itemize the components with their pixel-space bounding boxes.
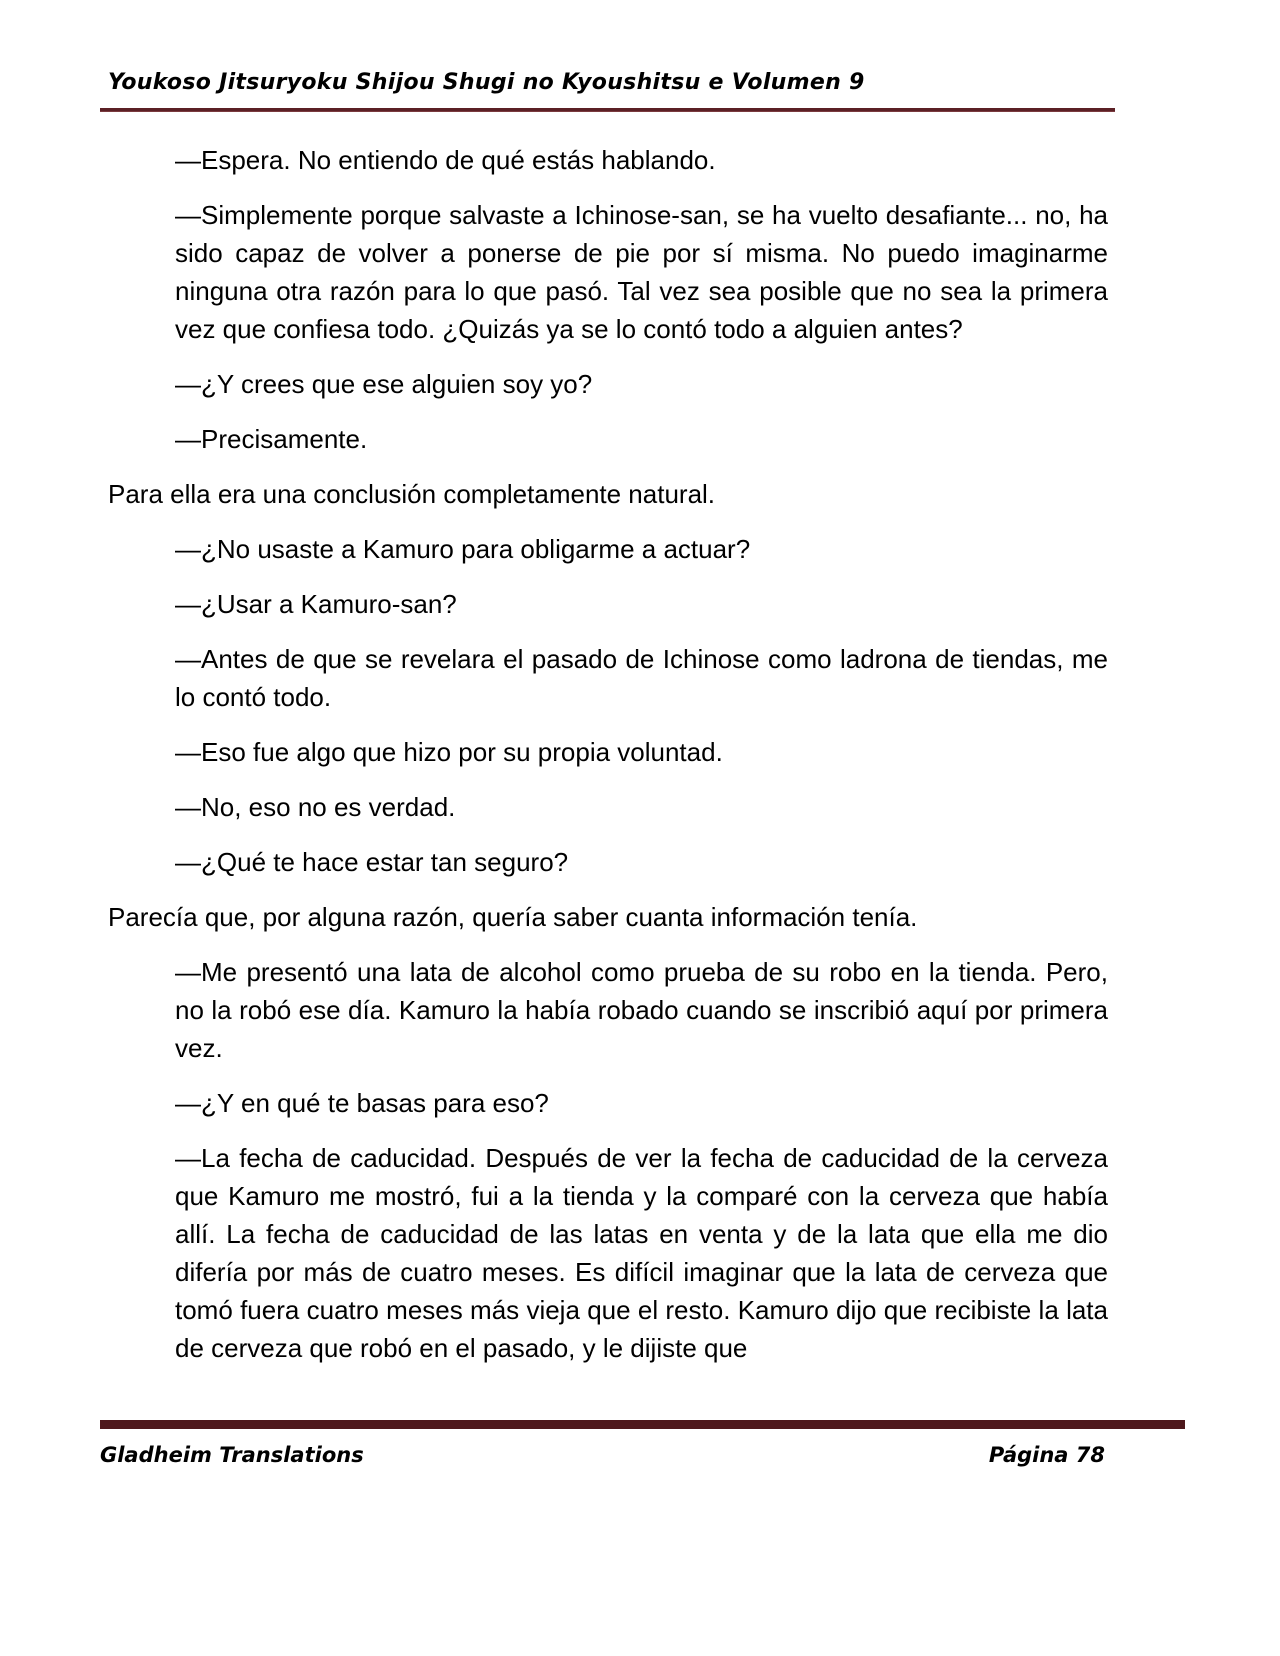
footer-text-row	[100, 1443, 1185, 1467]
page-header	[108, 70, 1168, 95]
paragraph: —Precisamente.	[175, 424, 368, 454]
paragraph: —¿Y crees que ese alguien soy yo?	[175, 369, 593, 399]
paragraph: —No, eso no es verdad.	[175, 792, 456, 822]
paragraph: —Espera. No entiendo de qué estás hablando.	[175, 145, 716, 175]
paragraph: —Simplemente porque salvaste a Ichinose-san, se ha vuelto desafiante... no, ha sido capaz de volver a ponerse de pie por sí misma. No puedo imaginarme ninguna otra razón para lo que pasó. Tal vez sea posible que no sea la primera vez que confiesa todo. ¿Quizás ya se lo contó todo a alguien antes?	[175, 200, 1108, 344]
paragraph: —Me presentó una lata de alcohol como prueba de su robo en la tienda. Pero, no la robó ese día. Kamuro la había robado cuando se inscribió aquí por primera vez.	[175, 957, 1108, 1063]
paragraph: —¿Y en qué te basas para eso?	[175, 1088, 549, 1118]
footer-translator-credit: Gladheim Translations	[100, 1443, 364, 1467]
header-divider	[100, 108, 1115, 112]
paragraph: —¿Usar a Kamuro-san?	[175, 589, 457, 619]
paragraph: —¿No usaste a Kamuro para obligarme a actuar?	[175, 534, 751, 564]
footer-page-number: Página 78	[988, 1443, 1105, 1467]
paragraph: —¿Qué te hace estar tan seguro?	[175, 847, 569, 877]
paragraph: —Eso fue algo que hizo por su propia voluntad.	[175, 737, 723, 767]
paragraph: —La fecha de caducidad. Después de ver la fecha de caducidad de la cerveza que Kamuro me mostró, fui a la tienda y la comparé con la cerveza que había allí. La fecha de caducidad de las latas en venta y de la lata que ella me dio difería por más de cuatro meses. Es difícil imaginar que la lata de cerveza que tomó fuera cuatro meses más vieja que el resto. Kamuro dijo que recibiste la lata de cerveza que robó en el pasado, y le dijiste que	[175, 1143, 1108, 1363]
page-footer	[100, 1420, 1185, 1467]
paragraph: Parecía que, por alguna razón, quería saber cuanta información tenía.	[108, 902, 918, 932]
page-body	[108, 141, 1108, 1384]
footer-divider	[100, 1420, 1185, 1427]
paragraph: —Antes de que se revelara el pasado de Ichinose como ladrona de tiendas, me lo contó todo.	[175, 644, 1108, 712]
header-title: Youkoso Jitsuryoku Shijou Shugi no Kyoushitsu e Volumen 9	[108, 70, 865, 95]
paragraph: Para ella era una conclusión completamente natural.	[108, 479, 716, 509]
